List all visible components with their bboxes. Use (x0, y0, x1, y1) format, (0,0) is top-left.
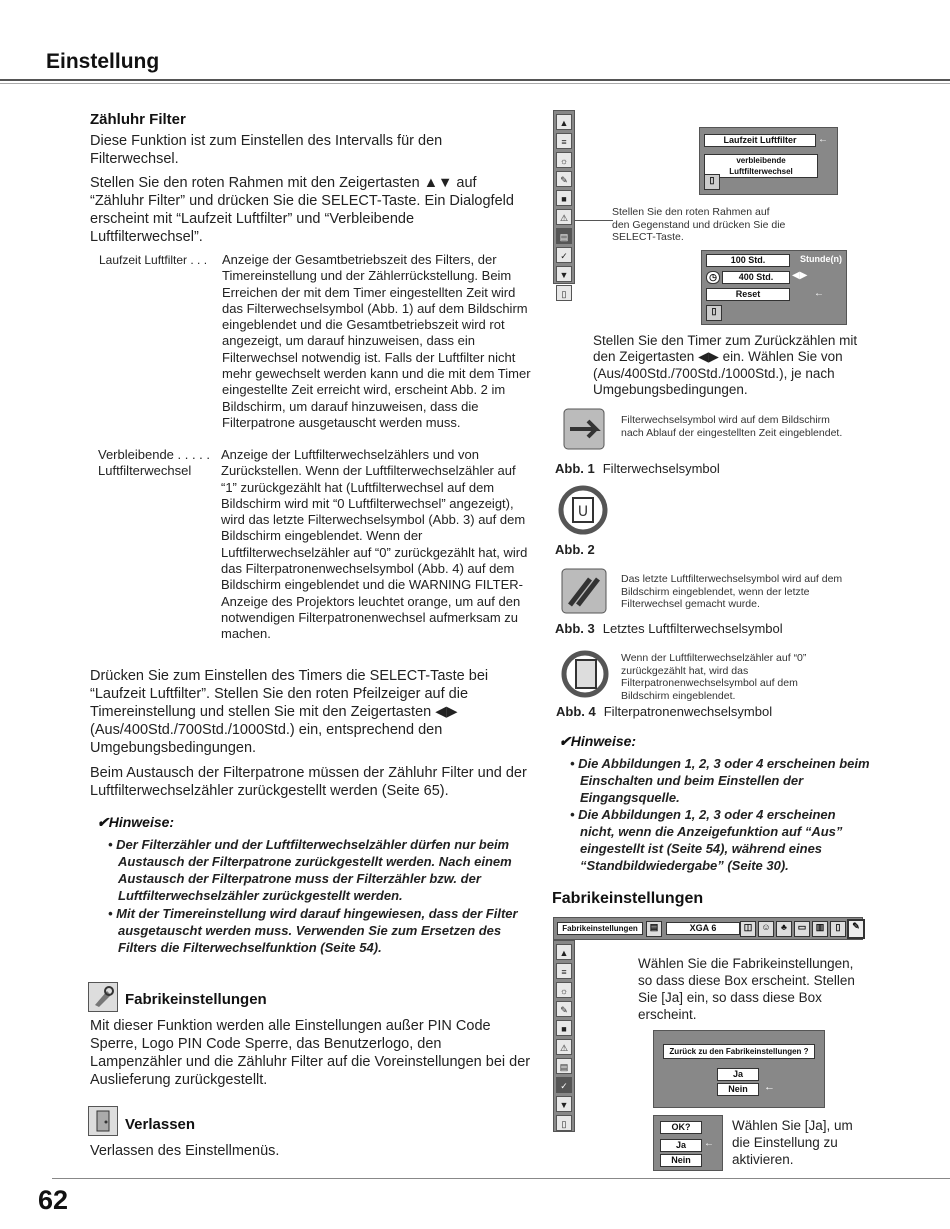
confirm-instruction-text: Wählen Sie [Ja], um die Einstellung zu aktivieren. (732, 1118, 853, 1167)
section-title-factory: Fabrikeinstellungen (125, 991, 267, 1008)
confirm-yes-button: Ja (660, 1139, 702, 1152)
abb2-label: Abb. 2 (555, 542, 595, 557)
exit-door-icon: ▯ (556, 1115, 572, 1131)
filter-menu-icon: ▤ (556, 1058, 572, 1074)
section-title-exit: Verlassen (125, 1116, 196, 1133)
footer-rule (52, 1178, 950, 1179)
def-text-runtime: Anzeige der Gesamtbetriebszeit des Filters, der Timereinstellung und der Zählerrückstellung. Beim Erreichen der mit dem Timer eingestellten Zeit wird das Filterwechselsymbol (Abb. 1) auf dem Bildschirm eingeblendet und die Gesamtbetriebszeit wird rot angezeigt, um darauf hinzuweisen, dass ein Filterwechsel notwendig ist. Falls der Luftfilter nicht mehr gewechselt werden kann und die mit dem Timer eingestellte Zeit erreicht wird, erscheint Abb. 2 im Bildschirm, um darauf hinzuweisen, dass die Filterpatrone ausgetauscht werden muss. (222, 252, 531, 430)
notes-title: ✔Hinweise: (559, 733, 637, 749)
menu-item-icon: ▭ (794, 921, 810, 937)
abb3-caption (555, 621, 783, 636)
menu-item-icon: ▤ (646, 921, 662, 937)
osd-timer-dialog (701, 250, 847, 325)
warning-icon: ⚠ (556, 1039, 572, 1055)
menu-item-icon: ✓ (556, 247, 572, 263)
factory-no-button: Nein (717, 1083, 759, 1096)
abb3-label: Abb. 3 (555, 621, 595, 636)
note-item: • Die Abbildungen 1, 2, 3 oder 4 erscheinen nicht, wenn die Anzeigefunktion auf “Aus” eingestellt ist (Seite 54), während eines “Standbildwiedergabe” (Seite 30). (570, 807, 843, 873)
note-item: • Der Filterzähler und der Luftfilterwechselzähler dürfen nur beim Austausch der Filterpatrone zurückgestellt werden. Nach einem Austausch der Filterpatrone muss der Filterzähler bzw. der Luftfilterwechselzähler zurückgestellt werden. (108, 837, 512, 903)
abb4-caption (556, 704, 772, 719)
warning-icon: ⚠ (556, 209, 572, 225)
abb1-description: Filterwechselsymbol wird auf dem Bildschirm nach Ablauf der eingestellten Zeit eingeblendet. (621, 414, 843, 439)
note-item: • Die Abbildungen 1, 2, 3 oder 4 erscheinen beim Einschalten und beim Einstellen der Eingangsquelle. (570, 756, 870, 805)
menu-item-icon: ☼ (556, 982, 572, 998)
exit-door-icon: ▯ (704, 174, 720, 190)
settings-wrench-icon: ✎ (847, 919, 865, 939)
def-term-remaining-2: Luftfilterwechsel (98, 463, 192, 478)
abb4-caption-text: Filterpatronenwechselsymbol (603, 704, 773, 719)
factory-reset-dialog (653, 1030, 825, 1108)
menu-up-arrow-icon: ▲ (556, 114, 572, 130)
factory-description: Mit dieser Funktion werden alle Einstellungen außer PIN Code Sperre, Logo PIN Code Sperre, das Benutzerlogo, den Lampenzähler und die Zähluhr Filter auf die Voreinstellungen bei der Auslieferung zurückgestellt. (90, 1018, 531, 1088)
factory-menu-mode: XGA 6 (666, 922, 740, 935)
timer-clock-icon: ◷ (706, 271, 720, 284)
filter-cartridge-change-icon (556, 483, 610, 537)
osd-filter-dialog (699, 127, 838, 195)
header-rule-thin (0, 83, 950, 84)
menu-item-icon: ☼ (556, 152, 572, 168)
page-number: 62 (38, 1185, 69, 1215)
filter-intro-text: Diese Funktion ist zum Einstellen des Intervalls für den Filterwechsel. (90, 133, 443, 167)
filter-instruction-text: Stellen Sie den roten Rahmen mit den Zeigertasten ▲▼ auf “Zähluhr Filter” und drücken Sie die SELECT-Taste. Ein Dialogfeld erscheint mit “Laufzeit Luftfilter” und “Verbleibende Luftfilterwechsel”. (90, 175, 514, 245)
abb2-caption (555, 542, 603, 557)
abb4-label: Abb. 4 (556, 704, 596, 719)
osd-timer-value: 400 Std. (722, 271, 790, 284)
factory-menu-label: Fabrikeinstellungen (557, 922, 643, 935)
factory-settings-icon: ✓ (556, 1077, 572, 1093)
confirm-question: OK? (660, 1121, 702, 1134)
factory-settings-icon (88, 982, 118, 1012)
osd-remaining-item: verbleibende Luftfilterwechsel (704, 154, 818, 178)
menu-item-icon: ✎ (556, 1001, 572, 1017)
factory-instruction-text: Wählen Sie die Fabrikeinstellungen, so dass diese Box erscheint. Stellen Sie [Ja] ein, so dass diese Box erscheint. (638, 956, 855, 1022)
exit-description: Verlassen des Einstellmenüs. (90, 1143, 280, 1159)
notes-title: ✔Hinweise: (97, 814, 175, 830)
pointer-arrow-icon: ← (818, 134, 828, 145)
left-right-arrows-icon: ◀▶ (792, 270, 808, 281)
osd-unit-label: Stunde(n) (800, 254, 842, 264)
settings-menu-strip (553, 110, 575, 299)
header-rule (0, 79, 950, 81)
exit-door-icon: ▯ (556, 285, 572, 301)
factory-dialog-question: Zurück zu den Fabrikeinstellungen ? (663, 1044, 815, 1059)
settings-menu-strip (553, 940, 575, 1132)
timer-countdown-text: Stellen Sie den Timer zum Zurückzählen mit den Zeigertasten ◀▶ ein. Wählen Sie von (Aus/400Std./700Std./1000Std.), je nach Umgebungsbedingungen. (593, 333, 858, 397)
abb4-description: Wenn der Luftfilterwechselzähler auf “0” zurückgezählt hat, wird das Filterpatronenwechselsymbol auf dem Bildschirm eingeblendet. (621, 652, 807, 702)
cartridge-replacement-icon (558, 648, 612, 700)
abb1-caption-text: Filterwechselsymbol (602, 461, 720, 476)
menu-item-icon: ☺ (758, 921, 774, 937)
timer-instruction-text: Drücken Sie zum Einstellen des Timers die SELECT-Taste bei “Laufzeit Luftfilter”. Stellen Sie den roten Pfeilzeiger auf die Timereinstellung und stellen Sie mit den Zeigertasten ◀▶ (Aus/400Std./700Std./1000Std.) ein, entsprechend den Umgebungsbedingungen. (90, 668, 489, 756)
callout-select-text: Stellen Sie den roten Rahmen auf den Gegenstand und drücken Sie die SELECT-Taste. (612, 206, 786, 243)
section-title-filter-timer: Zähluhr Filter (90, 111, 186, 128)
menu-item-icon: ◫ (740, 921, 756, 937)
factory-menu-bar (553, 917, 863, 940)
pointer-arrow-icon: ← (764, 1081, 775, 1093)
osd-runtime-item: Laufzeit Luftfilter (704, 134, 816, 147)
exit-door-icon: ▯ (706, 305, 722, 321)
abb1-caption (555, 461, 720, 476)
menu-item-icon: ■ (556, 1020, 572, 1036)
factory-yes-button: Ja (717, 1068, 759, 1081)
menu-down-arrow-icon: ▼ (556, 266, 572, 282)
menu-item-icon: ♣ (776, 921, 792, 937)
def-term-runtime: Laufzeit Luftfilter . . . (99, 253, 208, 267)
menu-item-icon: ✎ (556, 171, 572, 187)
osd-reset-item: Reset (706, 288, 790, 301)
def-text-remaining: Anzeige der Luftfilterwechselzählers und von Zurückstellen. Wenn der Luftfilterwechselzähler auf “1” zurückgezählt hat (Luftfilterwechsel auf dem Bildschirm wird mit “0 Luftfilterwechsel” angezeigt), wird das letzte Filterwechselsymbol (Abb. 3) auf dem Bildschirm eingeblendet. Wenn der Luftfilterwechselzähler auf “0” zurückgezählt hat, wird das Filterpatronenwechselsymbol (Abb. 4) auf dem Bildschirm eingeblendet und die WARNING FILTER-Anzeige des Projektors leuchtet orange, um auf den notwendigen Filterpatronenwechsel aufmerksam zu machen. (221, 447, 528, 642)
menu-item-icon: ≡ (556, 963, 572, 979)
menu-up-arrow-icon: ▲ (556, 944, 572, 960)
menu-item-icon: ▥ (812, 921, 828, 937)
exit-door-icon (88, 1106, 118, 1136)
svg-text:U: U (577, 504, 589, 520)
pointer-arrow-icon: ← (704, 1138, 714, 1149)
confirm-dialog (653, 1115, 723, 1171)
def-term-remaining-1: Verbleibende . . . . . (98, 447, 211, 462)
menu-item-icon: ▯ (830, 921, 846, 937)
reset-instruction-text: Beim Austausch der Filterpatrone müssen der Zähluhr Filter und der Luftfilterwechselzähler zurückgestellt werden (Seite 65). (90, 765, 527, 799)
section-title-factory-right: Fabrikeinstellungen (552, 890, 704, 907)
abb1-label: Abb. 1 (555, 461, 595, 476)
page-title: Einstellung (46, 50, 160, 73)
pointer-arrow-icon: ← (814, 288, 824, 299)
abb3-caption-text: Letztes Luftfilterwechselsymbol (602, 621, 783, 636)
abb3-description: Das letzte Luftfilterwechselsymbol wird auf dem Bildschirm eingeblendet, wenn der letzte Filterwechsel gemacht wurde. (621, 573, 843, 610)
filter-change-symbol-icon (558, 405, 610, 453)
note-item: • Mit der Timereinstellung wird darauf hingewiesen, dass der Filter ausgetauscht werden muss. Verwenden Sie zum Ersetzen des Filters die Filterwechselfunktion (Seite 54). (108, 906, 518, 955)
menu-item-icon: ■ (556, 190, 572, 206)
last-filter-change-icon (558, 565, 610, 617)
confirm-no-button: Nein (660, 1154, 702, 1167)
menu-item-icon: ≡ (556, 133, 572, 149)
filter-menu-icon: ▤ (556, 228, 572, 244)
osd-runtime-value: 100 Std. (706, 254, 790, 267)
menu-down-arrow-icon: ▼ (556, 1096, 572, 1112)
callout-line (575, 220, 613, 221)
